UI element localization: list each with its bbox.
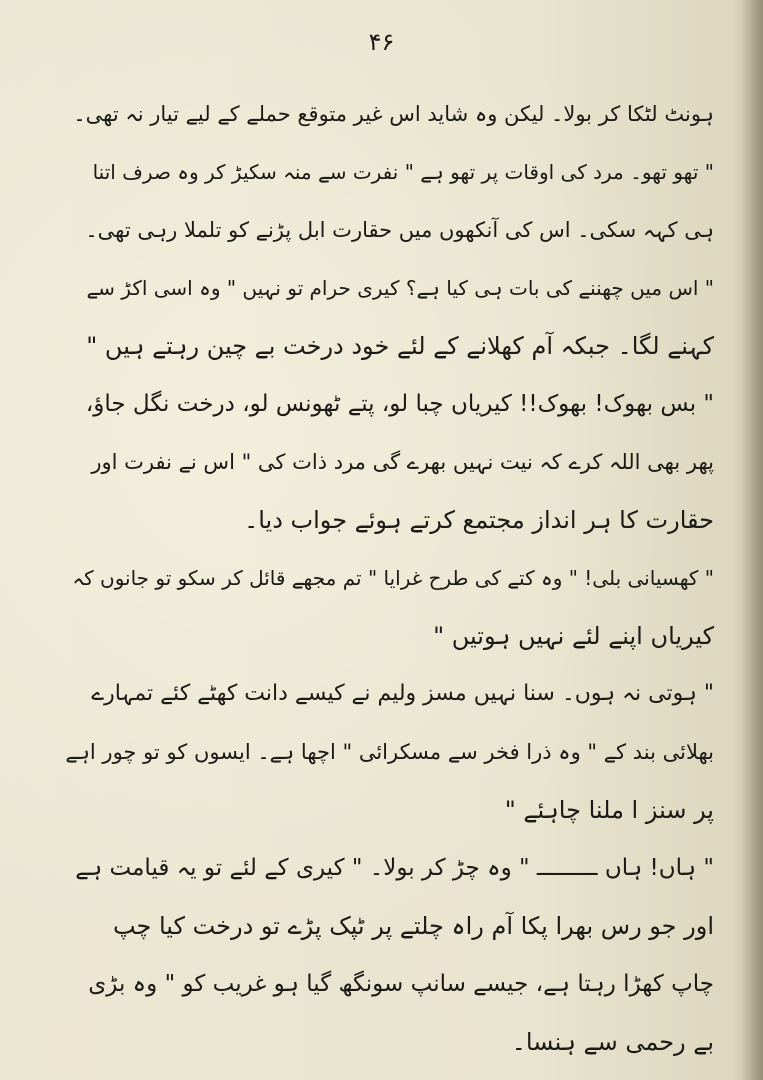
- text-line-10: کیریاں اپنے لئے نہیں ہوتیں ": [433, 622, 714, 650]
- text-line-16: چاپ کھڑا رہتا ہے، جیسے سانپ سونگھ گیا ہو غریب کو " وہ بڑی: [88, 971, 714, 997]
- text-line-12: بھلائی بند کے " وہ ذرا فخر سے مسکرائی " اچھا ہے۔ ایسوں کو تو چور اہے: [65, 740, 714, 764]
- text-line-14: " ہاں! ہاں ـــــــــ " وہ چڑ کر بولا۔ " کیری کے لئے تو یہ قیامت ہے: [75, 855, 714, 881]
- text-line-2: " تھو تھو۔ مرد کی اوقات پر تھو ہے " نفرت سے منہ سکیڑ کر وہ صرف اتنا: [92, 160, 714, 184]
- text-line-7: پھر بھی اللہ کرے کہ نیت نہیں بھرے گی مرد ذات کی " اس نے نفرت اور: [91, 450, 714, 474]
- text-line-6: " بس بھوک! بھوک!! کیریاں چبا لو، پتے ٹھونس لو، درخت نگل جاؤ،: [85, 391, 714, 417]
- text-line-5: کہنے لگا۔ جبکہ آم کھلانے کے لئے خود درخت بے چین رہتے ہیں ": [86, 332, 714, 360]
- text-line-1: ہونٹ لٹکا کر بولا۔ لیکن وہ شاید اس غیر متوقع حملے کے لیے تیار نہ تھی۔: [73, 102, 714, 126]
- text-line-11: " ہوتی نہ ہوں۔ سنا نہیں مسز ولیم نے کیسے دانت کھٹے کئے تمہارے: [91, 681, 714, 706]
- text-line-8: حقارت کا ہر انداز مجتمع کرتے ہوئے جواب دیا۔: [244, 506, 714, 534]
- text-line-3: ہی کہہ سکی۔ اس کی آنکھوں میں حقارت ابل پڑنے کو تلملا رہی تھی۔: [85, 218, 714, 242]
- text-line-4: " اس میں چھننے کی بات ہی کیا ہے؟ کیری حرام تو نہیں " وہ اسی اکڑ سے: [86, 276, 714, 300]
- text-line-17: بے رحمی سے ہنسا۔: [511, 1028, 714, 1056]
- page-number: ۴۶: [368, 28, 395, 56]
- text-line-13: پر سنز ا ملنا چاہئے ": [504, 796, 714, 824]
- text-line-9: " کھسیانی بلی! " وہ کتے کی طرح غرایا " تم مجھے قائل کر سکو تو جانوں کہ: [72, 566, 714, 590]
- text-line-15: اور جو رس بھرا پکا آم راہ چلتے پر ٹپک پڑے تو درخت کیا چپ: [112, 912, 714, 940]
- page-edge-shadow: [741, 0, 763, 1080]
